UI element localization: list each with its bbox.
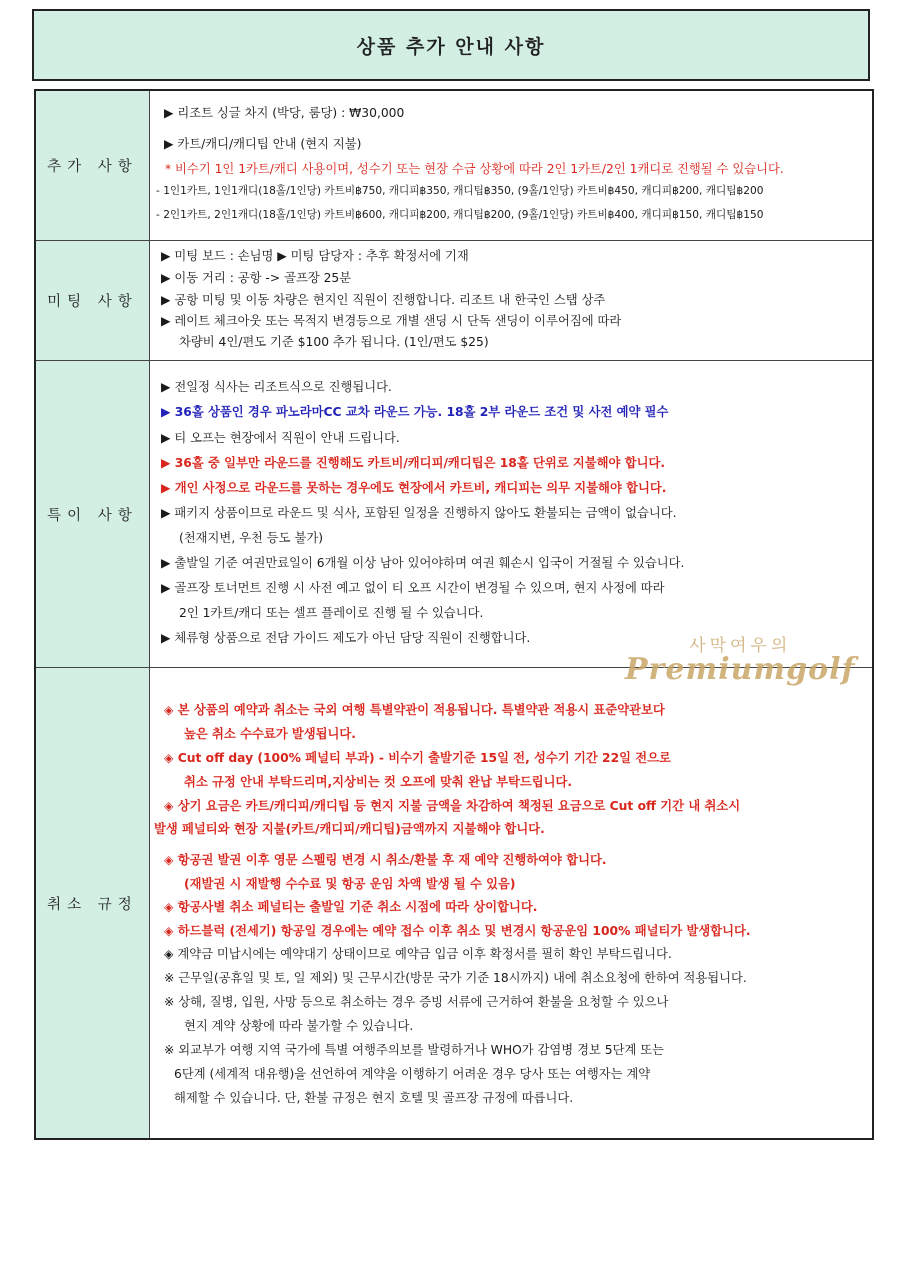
list-item: 차량비 4인/편도 기준 $100 추가 됩니다. (1인/편도 $25) [179,335,489,349]
list-item: ◈ 계약금 미납시에는 예약대기 상태이므로 예약금 입금 이후 확정서를 필히 확인 부탁드립니다. [164,947,672,961]
list-item: (재발권 시 재발행 수수료 및 항공 운임 차액 발생 될 수 있음) [184,877,516,891]
section-special [36,361,872,687]
list-item: ▶ 공항 미팅 및 이동 차량은 현지인 직원이 진행합니다. 리조트 내 한국인 스탭 상주 [161,293,606,307]
list-item: (천재지변, 우천 등도 불가) [179,531,324,545]
list-item: ▶ 출발일 기준 여권만료일이 6개월 이상 남아 있어야하며 여권 훼손시 입국이 거절될 수 있습니다. [161,556,685,570]
list-item: ▶ 미팅 보드 : 손님명 ▶ 미팅 담당자 : 추후 확정서에 기재 [161,249,469,263]
list-item: ◈ 항공권 발권 이후 영문 스펠링 변경 시 취소/환불 후 재 예약 진행하여야 합니다. [164,853,607,867]
list-item: ◈ 본 상품의 예약과 취소는 국외 여행 특별약관이 적용됩니다. 특별약관 적용시 표준약관보다 [164,703,665,717]
section-content [150,91,872,240]
list-item: ▶ 개인 사정으로 라운드를 못하는 경우에도 현장에서 카트비, 캐디피는 의무 지불해야 합니다. [161,481,667,495]
list-item: 발생 페널티와 현장 지불(카트/캐디피/캐디팁)금액까지 지불해야 합니다. [154,822,545,836]
section-label: 특이 사항 [36,361,150,667]
list-item: 취소 규정 안내 부탁드리며,지상비는 컷 오프에 맞춰 완납 부탁드립니다. [184,775,573,789]
list-item: ◈ 항공사별 취소 페널티는 출발일 기준 취소 시점에 따라 상이합니다. [164,900,538,914]
list-item: ◈ 상기 요금은 카트/캐디피/캐디팁 등 현지 지불 금액을 차감하여 책정된 요금으로 Cut off 기간 내 취소시 [164,799,741,813]
list-item: ▶ 전일정 식사는 리조트식으로 진행됩니다. [161,380,392,394]
list-item: ※ 외교부가 여행 지역 국가에 특별 여행주의보를 발령하거나 WHO가 감염병 경보 5단계 또는 [164,1043,664,1057]
info-table [34,89,874,1140]
section-additional [36,91,872,241]
section-content [150,361,872,687]
section-label: 취소 규정 [36,668,150,1138]
section-label: 미팅 사항 [36,241,150,360]
list-item: 해제할 수 있습니다. 단, 환불 규정은 현지 호텔 및 골프장 규정에 따릅니다. [174,1091,574,1105]
list-item: ▶ 골프장 토너먼트 진행 시 사전 예고 없이 티 오프 시간이 변경될 수 있으며, 현지 사정에 따라 [161,581,665,595]
list-item: 높은 취소 수수료가 발생됩니다. [184,727,356,741]
watermark-line2: Premiumgolf [625,652,856,687]
list-item: ▶ 리조트 싱글 차지 (박당, 룸당) : ₩30,000 [164,106,405,120]
list-item: ▶ 이동 거리 : 공항 -> 골프장 25분 [161,271,352,285]
list-item: 6단계 (세계적 대유행)을 선언하여 계약을 이행하기 어려운 경우 당사 또는 여행자는 계약 [174,1067,651,1081]
list-item: ◈ 하드블럭 (전세기) 항공일 경우에는 예약 접수 이후 취소 및 변경시 항공운임 100% 패널티가 발생합니다. [164,924,751,938]
section-content [150,241,872,360]
list-item: 현지 계약 상황에 따라 불가할 수 있습니다. [184,1019,414,1033]
section-label: 추가 사항 [36,91,150,240]
list-item: - 1인1카트, 1인1캐디(18홀/1인당) 카트비฿750, 캐디피฿350, 캐디팁฿350, (9홀/1인당) 카트비฿450, 캐디피฿200, 캐디팁฿200 [156,185,764,197]
list-item: ▶ 티 오프는 현장에서 직원이 안내 드립니다. [161,431,400,445]
list-item: ▶ 36홀 상품인 경우 파노라마CC 교차 라운드 가능. 18홀 2부 라운드 조건 및 사전 예약 필수 [161,405,669,419]
list-item: ※ 근무일(공휴일 및 토, 일 제외) 및 근무시간(방문 국가 기준 18시까지) 내에 취소요청에 한하여 적용됩니다. [164,971,747,985]
list-item: ▶ 패키지 상품이므로 라운드 및 식사, 포함된 일정을 진행하지 않아도 환불되는 금액이 없습니다. [161,506,677,520]
list-item: ▶ 카트/캐디/캐디팁 안내 (현지 지불) [164,137,362,151]
watermark-line1: 사막여우의 [689,636,792,656]
section-cancel [36,668,872,1138]
list-item: ※ 상해, 질병, 입원, 사망 등으로 취소하는 경우 증빙 서류에 근거하여 환불을 요청할 수 있으나 [164,995,669,1009]
list-item: * 비수기 1인 1카트/캐디 사용이며, 성수기 또는 현장 수급 상황에 따라 2인 1카트/2인 1캐디로 진행될 수 있습니다. [165,162,784,176]
list-item: ▶ 레이트 체크아웃 또는 목적지 변경등으로 개별 샌딩 시 단독 샌딩이 이루어짐에 따라 [161,314,622,328]
page-title: 상품 추가 안내 사항 [356,35,546,58]
section-meeting [36,241,872,361]
page-title-box [32,9,870,81]
list-item: ▶ 36홀 중 일부만 라운드를 진행해도 카트비/캐디피/캐디팁은 18홀 단위로 지불해야 합니다. [161,456,666,470]
section-content [150,668,872,1138]
list-item: ◈ Cut off day (100% 페널티 부과) - 비수기 출발기준 15일 전, 성수기 기간 22일 전으로 [164,751,671,765]
list-item: 2인 1카트/캐디 또는 셀프 플레이로 진행 될 수 있습니다. [179,606,484,620]
list-item: - 2인1카트, 2인1캐디(18홀/1인당) 카트비฿600, 캐디피฿200, 캐디팁฿200, (9홀/1인당) 카트비฿400, 캐디피฿150, 캐디팁฿150 [156,209,764,221]
list-item: ▶ 체류형 상품으로 전담 가이드 제도가 아닌 담당 직원이 진행합니다. [161,631,531,645]
